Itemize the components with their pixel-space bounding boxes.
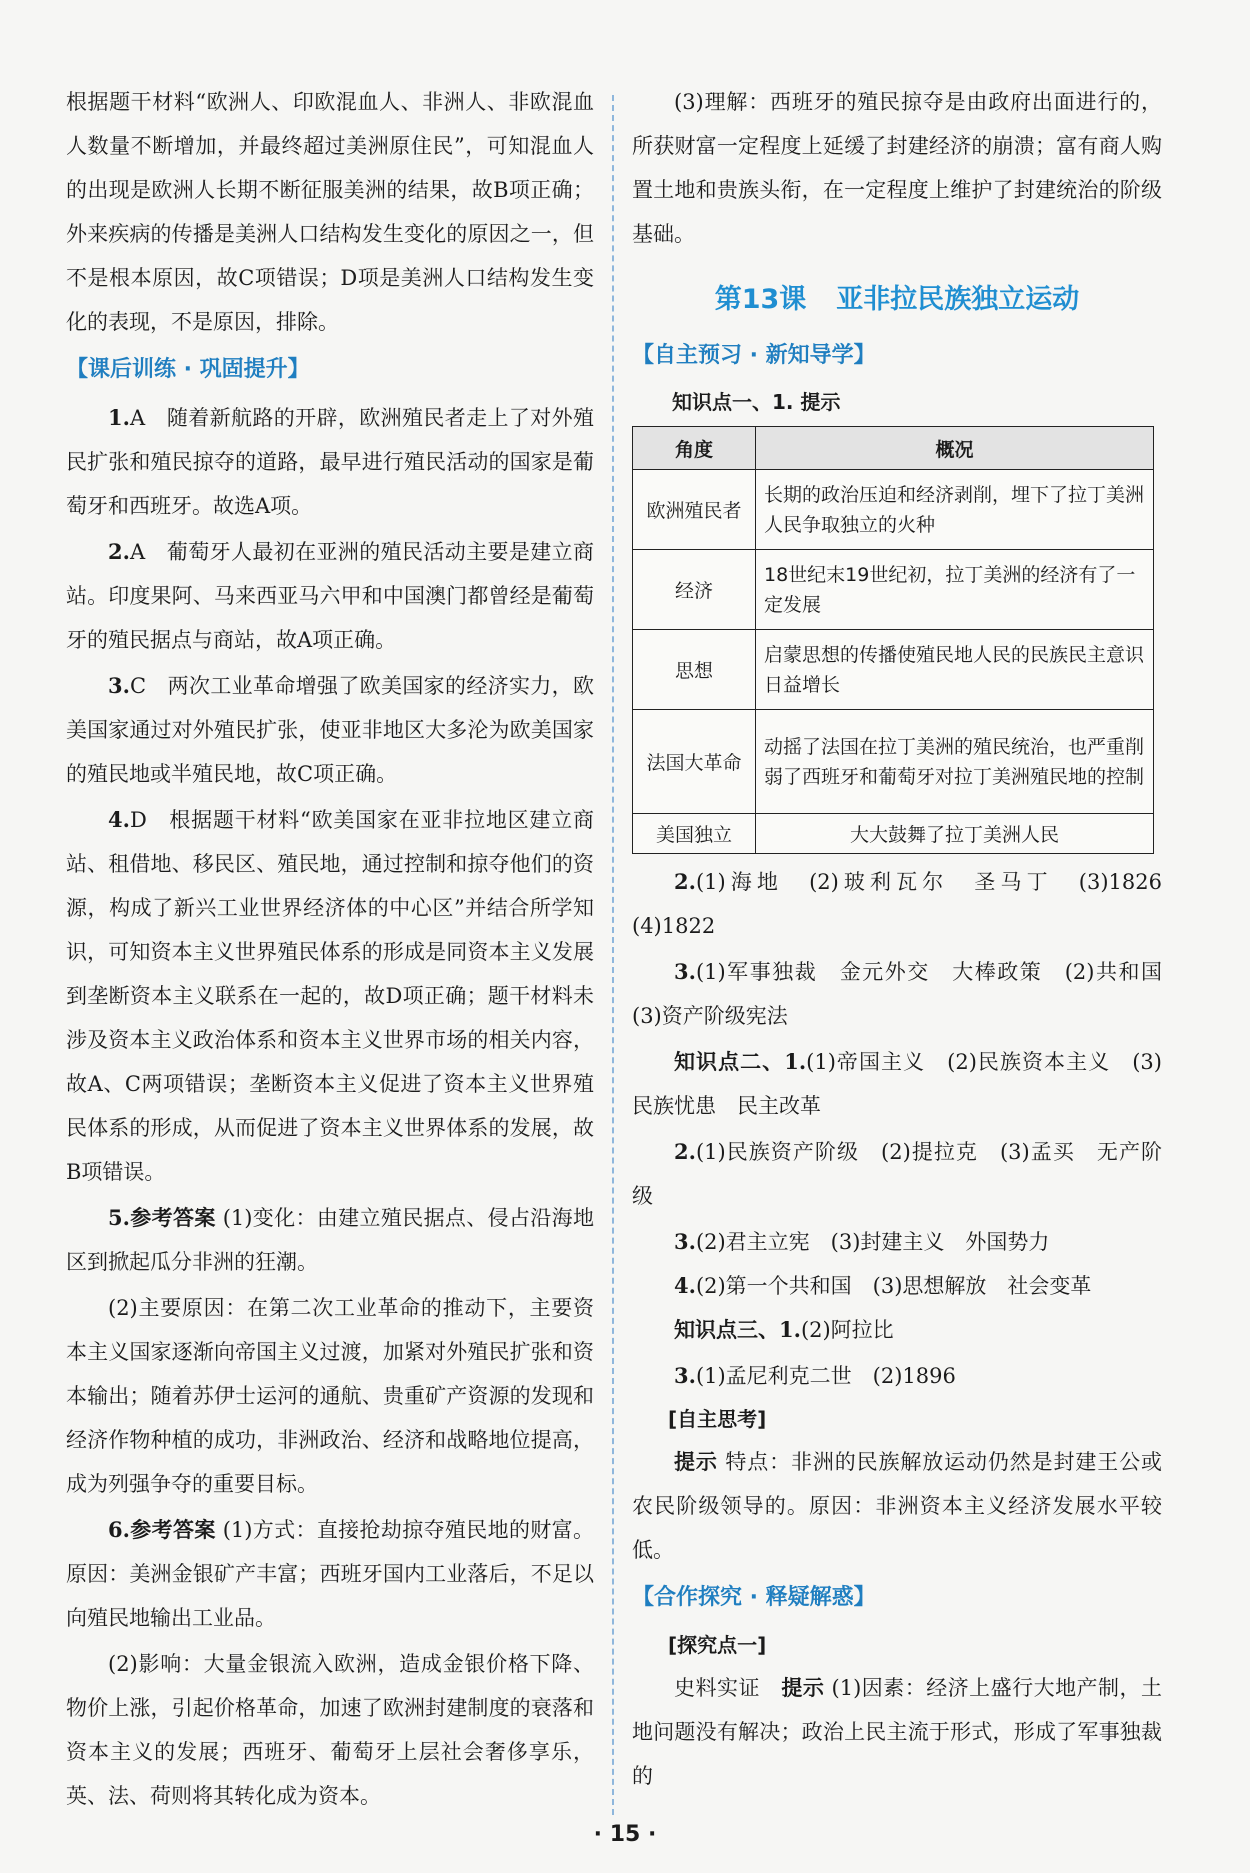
answer-2 [66,530,594,662]
kp1-item-2-text: (1)海地 (2)玻利瓦尔 圣马丁 (3)1826 (4)1822 [632,870,1183,938]
self-thinking-text: 特点：非洲的民族解放运动仍然是封建王公或农民阶级领导的。原因：非洲资本主义经济发展水平较低。 [632,1450,1163,1562]
table-cell-angle: 法国大革命 [633,710,756,814]
kp2-item-3-number: 3. [674,1229,696,1254]
kp3-item-3 [632,1354,1162,1398]
kp1-item-2-number: 2. [674,869,696,894]
right-column [632,80,1183,1798]
answer-6a [66,1508,594,1640]
self-thinking-label: [自主思考] [668,1407,767,1431]
lesson-number: 第13课 [714,284,807,315]
kp2-item-3 [632,1220,1162,1264]
table-cell-angle: 经济 [633,550,756,630]
table-header-row [633,427,1154,470]
table-cell-angle: 美国独立 [633,814,756,854]
explore-text: (1)因素：经济上盛行大地产制，土地问题没有解决；政治上民主流于形式，形成了军事独裁的 [632,1676,1162,1788]
answer-1-text: A 随着新航路的开辟，欧洲殖民者走上了对外殖民扩张和殖民掠夺的道路，最早进行殖民活动的国家是葡萄牙和西班牙。故选A项。 [66,406,594,518]
answer-6-number: 6. [108,1517,130,1542]
kp1-item-3-text: (1)军事独裁 金元外交 大棒政策 (2)共和国 (3)资产阶级宪法 [632,960,1183,1028]
lesson-title [632,276,1162,324]
kp3-item-1 [632,1308,1162,1352]
kp2-item-4-number: 4. [674,1273,696,1298]
table-row [633,550,1154,630]
answer-5a-text: (1)变化：由建立殖民据点、侵占沿海地区到掀起瓜分非洲的狂潮。 [66,1206,594,1274]
kp1-item-2 [632,860,1183,948]
answer-2-number: 2. [108,539,130,564]
kp2-item-2-text: (1)民族资产阶级 (2)提拉克 (3)孟买 无产阶级 [632,1140,1162,1208]
kp3-item-1-text: (2)阿拉比 [800,1318,894,1342]
answer-5-number: 5. [108,1205,130,1230]
kp2-item-4 [632,1264,1162,1308]
kp1-item-3 [632,950,1183,1038]
self-thinking-answer [632,1440,1162,1572]
kp2-item-1 [632,1040,1162,1128]
answer-5-label: 参考答案 [129,1205,216,1230]
answer-6-label: 参考答案 [129,1517,216,1542]
explore-point-label: [探究点一] [668,1633,767,1657]
explore-lead: 史料实证 [674,1676,760,1700]
answer-6b: (2)影响：大量金银流入欧洲，造成金银价格下降、物价上涨，引起价格革命，加速了欧洲封建制度的衰落和资本主义的发展；西班牙、葡萄牙上层社会奢侈享乐，英、法、荷则将其转化成为资本。 [66,1652,594,1808]
table-cell-text: 18世纪末19世纪初，拉丁美洲的经济有了一定发展 [756,550,1154,630]
table-cell-angle: 欧洲殖民者 [633,470,756,550]
answer-4-text: D 根据题干材料“欧美国家在亚非拉地区建立商站、租借地、移民区、殖民地，通过控制和掠夺他们的资源，构成了新兴工业世界经济体的中心区”并结合所学知识，可知资本主义世界殖民体系的形成是同资本主义发展到垄断资本主义联系在一起的，故D项正确；题干材料未涉及资本主义政治体系和资本主义世界市场的相关内容，故A、C两项错误；垄断资本主义促进了资本主义世界殖民体系的形成，从而促进了资本主义世界体系的发展，故B项错误。 [66,808,594,1184]
answer-1 [66,396,594,528]
table-header-angle: 角度 [633,427,756,470]
self-thinking-hint: 提示 [674,1449,718,1474]
table-cell-text: 长期的政治压迫和经济剥削，埋下了拉丁美洲人民争取独立的火种 [756,470,1154,550]
answer-1-number: 1. [108,405,130,430]
answer-6a-text: (1)方式：直接抢劫掠夺殖民地的财富。原因：美洲金银矿产丰富；西班牙国内工业落后，不足以向殖民地输出工业品。 [66,1518,594,1630]
table-row [633,814,1154,854]
table-row [633,710,1154,814]
explore-answer [632,1666,1162,1798]
kp2-item-1-text: (1)帝国主义 (2)民族资本主义 (3)民族忧患 民主改革 [632,1050,1162,1118]
column-divider [612,95,614,1815]
kp2-item-3-text: (2)君主立宪 (3)封建主义 外国势力 [695,1230,1050,1254]
answer-3-number: 3. [108,673,130,698]
section-heading-preview: 【自主预习 · 新知导学】 [632,343,876,368]
answer-2-text: A 葡萄牙人最初在亚洲的殖民活动主要是建立商站。印度果阿、马来西亚马六甲和中国澳门都曾经是葡萄牙的殖民据点与商站，故A项正确。 [66,540,594,652]
answer-3-text: C 两次工业革命增强了欧美国家的经济实力，欧美国家通过对外殖民扩张，使亚非地区大多沦为欧美国家的殖民地或半殖民地，故C项正确。 [66,674,594,786]
kp3-label: 知识点三、1. [674,1317,801,1342]
paragraph-intro: 根据题干材料“欧洲人、印欧混血人、非洲人、非欧混血人数量不断增加，并最终超过美洲原住民”，可知混血人的出现是欧洲人长期不断征服美洲的结果，故B项正确；外来疾病的传播是美洲人口结构发生变化的原因之一，但不是根本原因，故C项错误；D项是美洲人口结构发生变化的表现，不是原因，排除。 [66,90,594,334]
answer-6c: (3)理解：西班牙的殖民掠夺是由政府出面进行的，所获财富一定程度上延缓了封建经济的崩溃；富有商人购置土地和贵族头衔，在一定程度上维护了封建统治的阶级基础。 [632,90,1162,246]
table-row [633,630,1154,710]
kp1-item-3-number: 3. [674,959,696,984]
answer-3 [66,664,594,796]
table-cell-text: 启蒙思想的传播使殖民地人民的民族民主意识日益增长 [756,630,1154,710]
section-heading-after-class: 【课后训练 · 巩固提升】 [66,357,310,382]
section-heading-cooperation: 【合作探究 · 释疑解惑】 [632,1585,876,1610]
kp2-item-2-number: 2. [674,1139,696,1164]
overview-table [632,426,1154,854]
answer-4 [66,798,594,1194]
page-number: · 15 · [593,1822,657,1847]
table-cell-text: 动摇了法国在拉丁美洲的殖民统治，也严重削弱了西班牙和葡萄牙对拉丁美洲殖民地的控制 [756,710,1154,814]
answer-5b: (2)主要原因：在第二次工业革命的推动下，主要资本主义国家逐渐向帝国主义过渡，加紧对外殖民扩张和资本输出；随着苏伊士运河的通航、贵重矿产资源的发现和经济作物种植的成功，非洲政治、经济和战略地位提高，成为列强争夺的重要目标。 [66,1296,594,1496]
kp3-item-3-number: 3. [674,1363,696,1388]
answer-5a [66,1196,594,1284]
knowledge-point-1-title: 知识点一、1. 提示 [672,390,841,414]
kp3-item-3-text: (1)孟尼利克二世 (2)1896 [695,1364,956,1388]
kp2-item-4-text: (2)第一个共和国 (3)思想解放 社会变革 [695,1274,1092,1298]
lesson-name: 亚非拉民族独立运动 [836,284,1080,315]
left-column [66,80,594,1818]
table-cell-angle: 思想 [633,630,756,710]
explore-hint: 提示 [781,1675,825,1700]
kp2-label: 知识点二、1. [674,1049,807,1074]
kp2-item-2 [632,1130,1162,1218]
table-row [633,470,1154,550]
table-cell-text: 大大鼓舞了拉丁美洲人民 [756,814,1154,854]
answer-4-number: 4. [108,807,130,832]
table-header-overview: 概况 [756,427,1154,470]
